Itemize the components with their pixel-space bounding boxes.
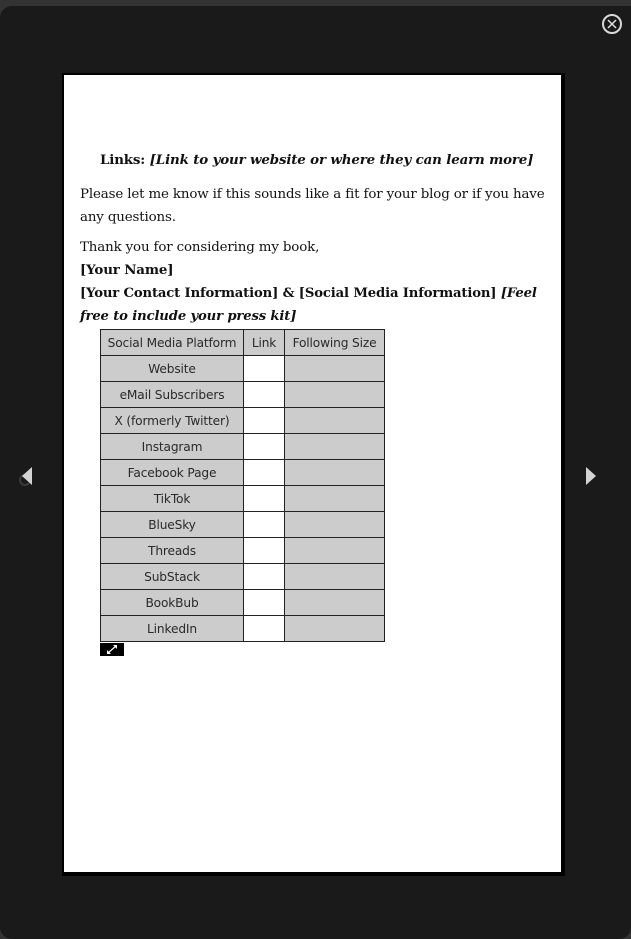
link-cell [244,590,285,616]
platform-cell: BookBub [101,590,244,616]
following-cell [285,616,385,642]
platform-cell: SubStack [101,564,244,590]
table-row [101,356,385,382]
table-header-row [101,330,385,356]
fit-paragraph: Please let me know if this sounds like a fit for your blog or if you have any questions. [80,187,545,225]
link-cell [244,486,285,512]
links-line [100,152,533,168]
contact-info: [Your Contact Information] & [Social Media Information] [80,286,497,301]
contact-info-line [80,282,552,328]
header-platform: Social Media Platform [101,330,244,356]
following-cell [285,564,385,590]
link-cell [244,512,285,538]
platform-cell: BlueSky [101,512,244,538]
expand-table-button[interactable] [100,643,124,656]
following-cell [285,512,385,538]
following-cell [285,590,385,616]
following-cell [285,538,385,564]
table-row [101,590,385,616]
table-row [101,616,385,642]
link-cell [244,538,285,564]
header-link: Link [244,330,285,356]
social-media-table [100,329,385,642]
link-cell [244,616,285,642]
following-cell [285,434,385,460]
platform-cell: TikTok [101,486,244,512]
triangle-right-icon [582,464,602,490]
platform-cell: eMail Subscribers [101,382,244,408]
link-cell [244,434,285,460]
link-cell [244,382,285,408]
following-cell [285,356,385,382]
table-row [101,512,385,538]
previous-page-button[interactable] [16,464,36,490]
link-cell [244,408,285,434]
triangle-left-icon [16,464,36,490]
document-page [62,73,565,876]
table-row [101,434,385,460]
contact-note: [Feel free to include your press kit] [80,286,537,324]
platform-cell: Facebook Page [101,460,244,486]
link-cell [244,564,285,590]
close-icon [606,18,618,30]
thanks-line: Thank you for considering my book, [80,240,320,255]
table-row [101,538,385,564]
platform-cell: Website [101,356,244,382]
lightbox-modal [0,6,631,939]
table-row [101,408,385,434]
next-page-button[interactable] [582,464,602,490]
expand-arrows-icon [106,644,118,655]
platform-cell: Instagram [101,434,244,460]
table-row [101,486,385,512]
table-row [101,460,385,486]
links-label: Links: [100,152,146,168]
following-cell [285,382,385,408]
platform-cell: LinkedIn [101,616,244,642]
table-row [101,382,385,408]
following-cell [285,460,385,486]
platform-cell: X (formerly Twitter) [101,408,244,434]
link-cell [244,460,285,486]
document-page-content [64,75,561,872]
following-cell [285,408,385,434]
following-cell [285,486,385,512]
close-button[interactable] [602,14,622,34]
links-value: [Link to your website or where they can learn more] [149,152,534,168]
table-row [101,564,385,590]
header-following-size: Following Size [285,330,385,356]
link-cell [244,356,285,382]
platform-cell: Threads [101,538,244,564]
your-name-line: [Your Name] [80,262,174,278]
